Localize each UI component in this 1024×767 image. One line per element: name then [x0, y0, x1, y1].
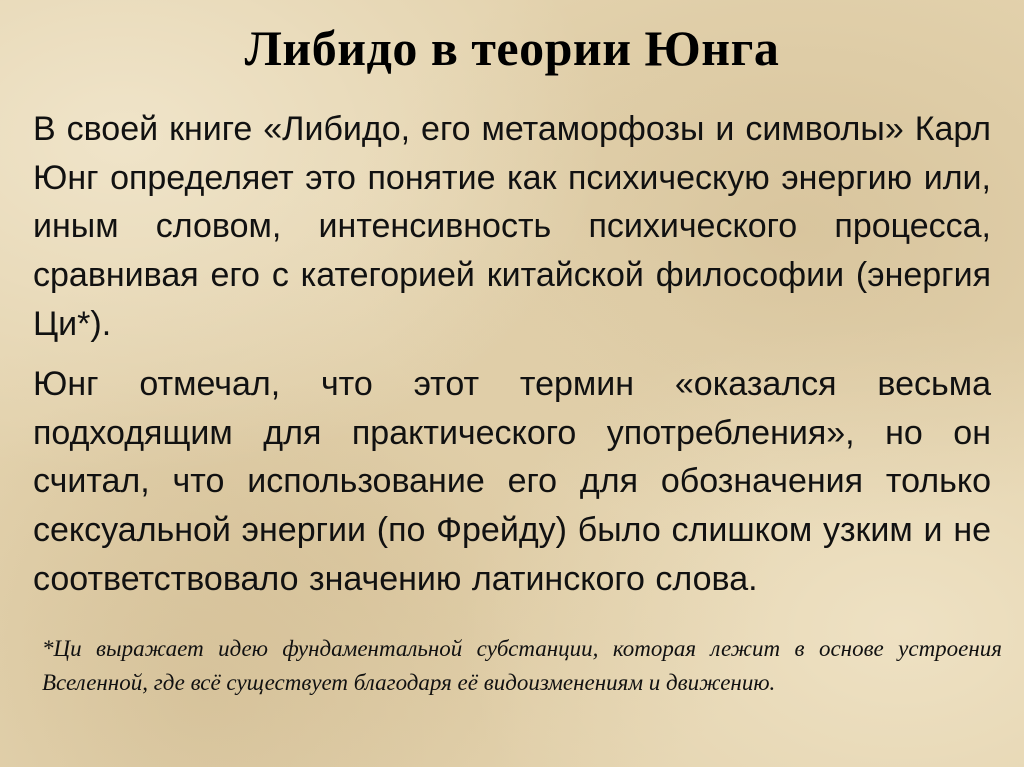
footnote-qi: *Ци выражает идею фундаментальной субстанции, которая лежит в основе устроения Вселенной, где всё существует благодаря её видоизменениям и движению.: [42, 636, 1002, 695]
paragraph-jung-remark: Юнг отмечал, что этот термин «оказался весьма подходящим для практического употребления», но он считал, что использование его для обозначения только сексуальной энергии (по Фрейду) было слишком узким и не соответствовало значению латинского слова.: [33, 365, 991, 598]
paragraph-definition: В своей книге «Либидо, его метаморфозы и символы» Карл Юнг определяет это понятие как психическую энергию или, иным словом, интенсивность психического процесса, сравнивая его с категорией китайской философии (энергия Ци*).: [33, 110, 991, 343]
slide-title: Либидо в теории Юнга: [244, 20, 780, 76]
